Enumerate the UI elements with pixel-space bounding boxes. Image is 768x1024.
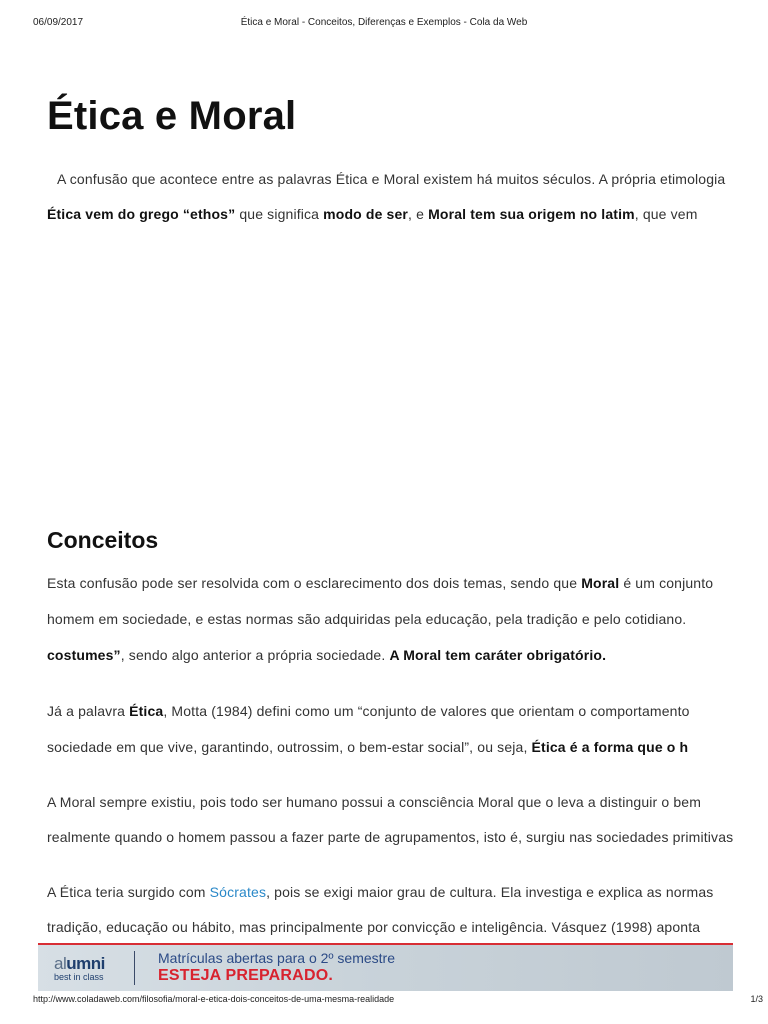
paragraph-1-line-1: Esta confusão pode ser resolvida com o esclarecimento dos dois temas, sendo que Moral é um conjunto <box>47 575 714 591</box>
logo-text-light: al <box>54 954 67 973</box>
article-title: Ética e Moral <box>47 94 297 138</box>
intro-line-1: A confusão que acontece entre as palavras Ética e Moral existem há muitos séculos. A própria etimologia <box>57 171 726 187</box>
paragraph-1-line-2: homem em sociedade, e estas normas são adquiridas pela educação, pela tradição e pelo cotidiano. <box>47 611 687 627</box>
paragraph-3-line-2: realmente quando o homem passou a fazer parte de agrupamentos, isto é, surgiu nas sociedades primitivas <box>47 829 733 845</box>
paragraph-2-line-2: sociedade em que vive, garantindo, outrossim, o bem-estar social”, ou seja, Ética é a forma que o h <box>47 739 689 755</box>
banner-headline: Matrículas abertas para o 2º semestre <box>158 950 395 966</box>
section-title: Conceitos <box>47 527 159 553</box>
print-url: http://www.coladaweb.com/filosofia/moral-e-etica-dois-conceitos-de-uma-mesma-realidade <box>33 994 395 1004</box>
ad-banner[interactable] <box>38 943 733 991</box>
alumni-logo <box>54 954 134 982</box>
page-number: 1/3 <box>750 994 763 1004</box>
logo-text-bold: umni <box>66 954 105 973</box>
logo-tagline: best in class <box>54 972 104 982</box>
print-date: 06/09/2017 <box>33 17 84 28</box>
paragraph-2-line-1: Já a palavra Ética, Motta (1984) defini como um “conjunto de valores que orientam o comportamento <box>47 703 690 719</box>
paragraph-1-line-3: costumes”, sendo algo anterior a própria sociedade. A Moral tem caráter obrigatório. <box>47 647 607 663</box>
banner-divider <box>134 951 135 985</box>
paragraph-3-line-1: A Moral sempre existiu, pois todo ser humano possui a consciência Moral que o leva a distinguir o bem <box>47 794 702 810</box>
intro-line-2: Ética vem do grego “ethos” que significa modo de ser, e Moral tem sua origem no latim, que vem <box>47 206 698 222</box>
print-page-title: Ética e Moral - Conceitos, Diferenças e Exemplos - Cola da Web <box>240 17 528 28</box>
banner-call-to-action: ESTEJA PREPARADO. <box>158 967 333 984</box>
paragraph-4-line-2: tradição, educação ou hábito, mas principalmente por convicção e inteligência. Vásquez (1998) aponta <box>47 919 701 935</box>
article-content <box>47 0 733 1024</box>
paragraph-4-line-1: A Ética teria surgido com Sócrates, pois se exigi maior grau de cultura. Ela investiga e explica as normas <box>47 884 714 900</box>
